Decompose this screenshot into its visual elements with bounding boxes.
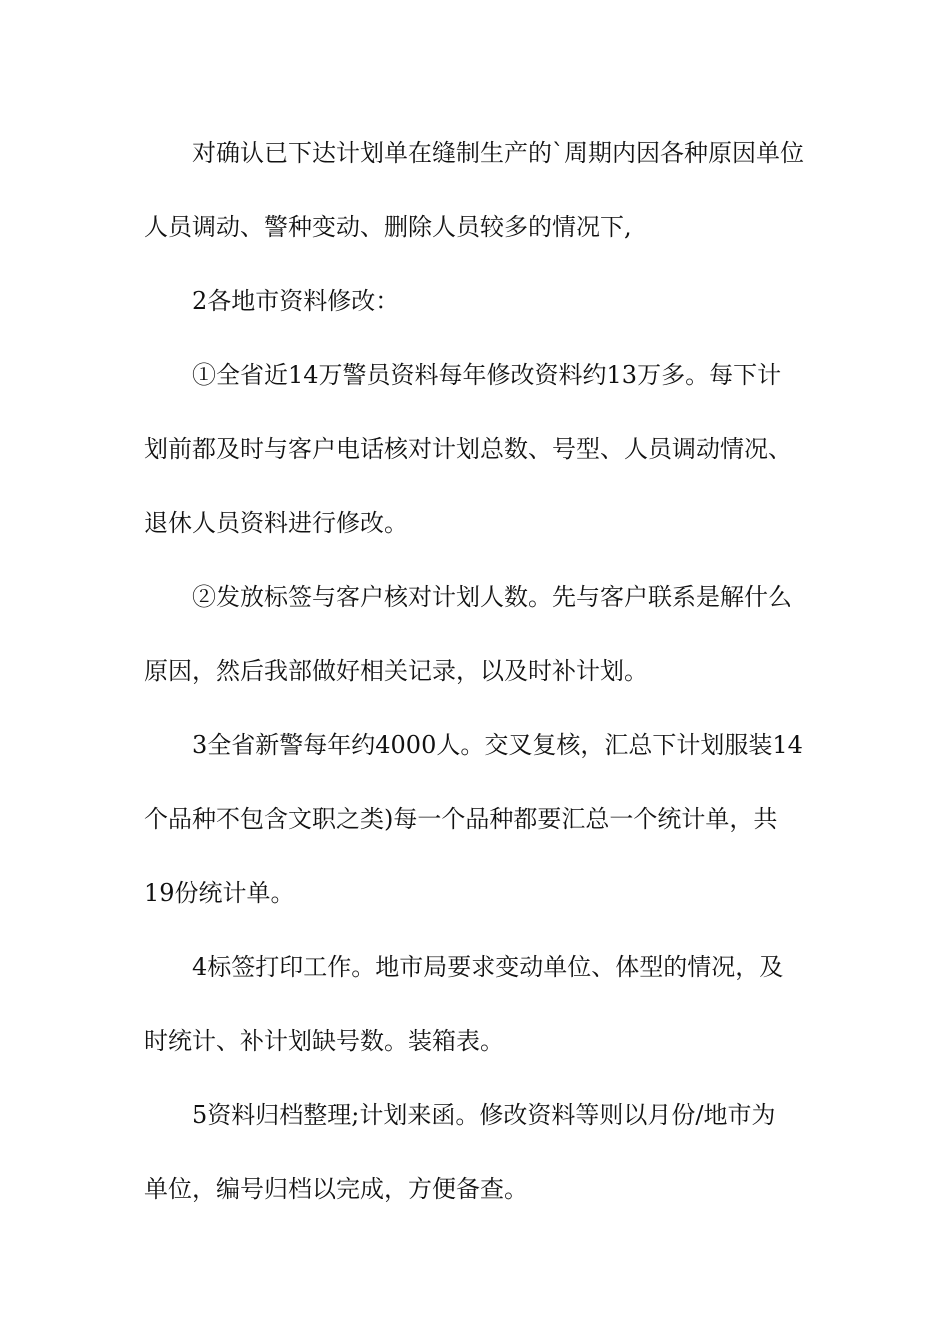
section-5-line-2: 单位，编号归档以完成，方便备查。	[144, 1175, 528, 1203]
paragraph-1-line-2: 人员调动、警种变动、删除人员较多的情况下,	[144, 213, 632, 241]
section-3-line-2: 个品种不包含文职之类)每一个品种都要汇总一个统计单，共	[144, 805, 778, 833]
section-5-line-1: 5资料归档整理;计划来函。修改资料等则以月份/地市为	[192, 1101, 776, 1129]
item-1-line-2: 划前都及时与客户电话核对计划总数、号型、人员调动情况、	[144, 435, 792, 463]
section-2-heading: 2各地市资料修改：	[192, 287, 400, 315]
item-1-line-1: ①全省近14万警员资料每年修改资料约13万多。每下计	[192, 361, 782, 389]
section-3-line-1: 3全省新警每年约4000人。交叉复核，汇总下计划服装14	[192, 731, 803, 759]
paragraph-1-line-1: 对确认已下达计划单在缝制生产的`周期内因各种原因单位	[192, 139, 804, 167]
section-4-line-2: 时统计、补计划缺号数。装箱表。	[144, 1027, 504, 1055]
item-2-line-2: 原因，然后我部做好相关记录，以及时补计划。	[144, 657, 648, 685]
section-3-line-3: 19份统计单。	[144, 879, 295, 907]
item-2-line-1: ②发放标签与客户核对计划人数。先与客户联系是解什么	[192, 583, 792, 611]
item-1-line-3: 退休人员资料进行修改。	[144, 509, 408, 537]
section-4-line-1: 4标签打印工作。地市局要求变动单位、体型的情况，及	[192, 953, 784, 981]
